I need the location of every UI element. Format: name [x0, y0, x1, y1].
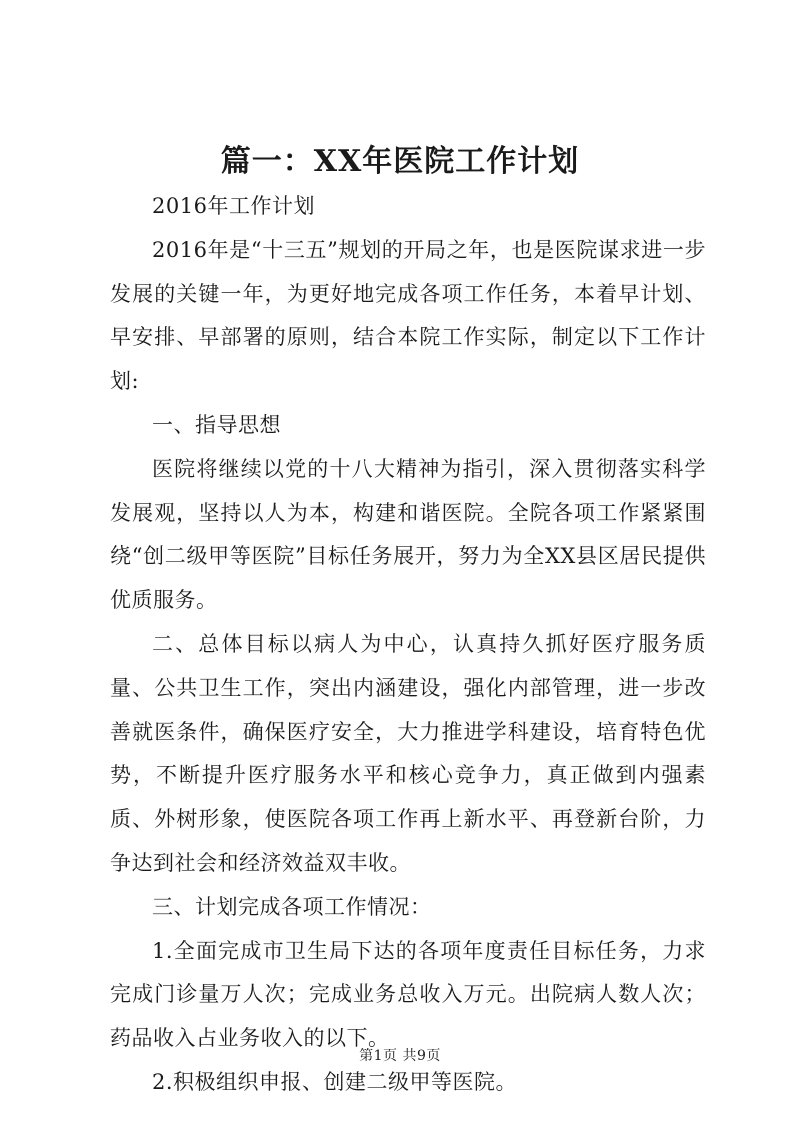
paragraph-guiding-thought: 医院将继续以党的十八大精神为指引，深入贯彻落实科学发展观，坚持以人为本，构建和谐医院。全院各项工作紧紧围绕“创二级甲等医院”目标任务展开，努力为全XX县区居民提供优质服务。 [110, 456, 706, 613]
document-body [110, 185, 706, 1105]
list-item-1: 1.全面完成市卫生局下达的各项年度责任目标任务，力求完成门诊量万人次；完成业务总收入万元。出院病人数人次；药品收入占业务收入的以下。 [110, 938, 706, 1051]
section-heading-guiding-thought: 一、指导思想 [152, 412, 281, 437]
page-number-footer: 第1页 共9页 [359, 1048, 441, 1064]
section-heading-planned-work: 三、计划完成各项工作情况： [152, 894, 432, 919]
list-item-2: 2.积极组织申报、创建二级甲等医院。 [152, 1069, 518, 1094]
paragraph-plan-heading: 2016年工作计划 [152, 194, 315, 218]
paragraph-intro: 2016年是“十三五”规划的开局之年，也是医院谋求进一步发展的关键一年，为更好地完成各项工作任务，本着早计划、早安排、早部署的原则，结合本院工作实际，制定以下工作计划: [110, 237, 706, 394]
document-title: 篇一：XX年医院工作计划 [220, 144, 580, 179]
paragraph-overall-goal: 二、总体目标以病人为中心，认真持久抓好医疗服务质量、公共卫生工作，突出内涵建设，强化内部管理，进一步改善就医条件，确保医疗安全，大力推进学科建设，培育特色优势，不断提升医疗服务水平和核心竞争力，真正做到内强素质、外树形象，使医院各项工作再上新水平、再登新台阶，力争达到社会和经济效益双丰收。 [110, 631, 706, 875]
